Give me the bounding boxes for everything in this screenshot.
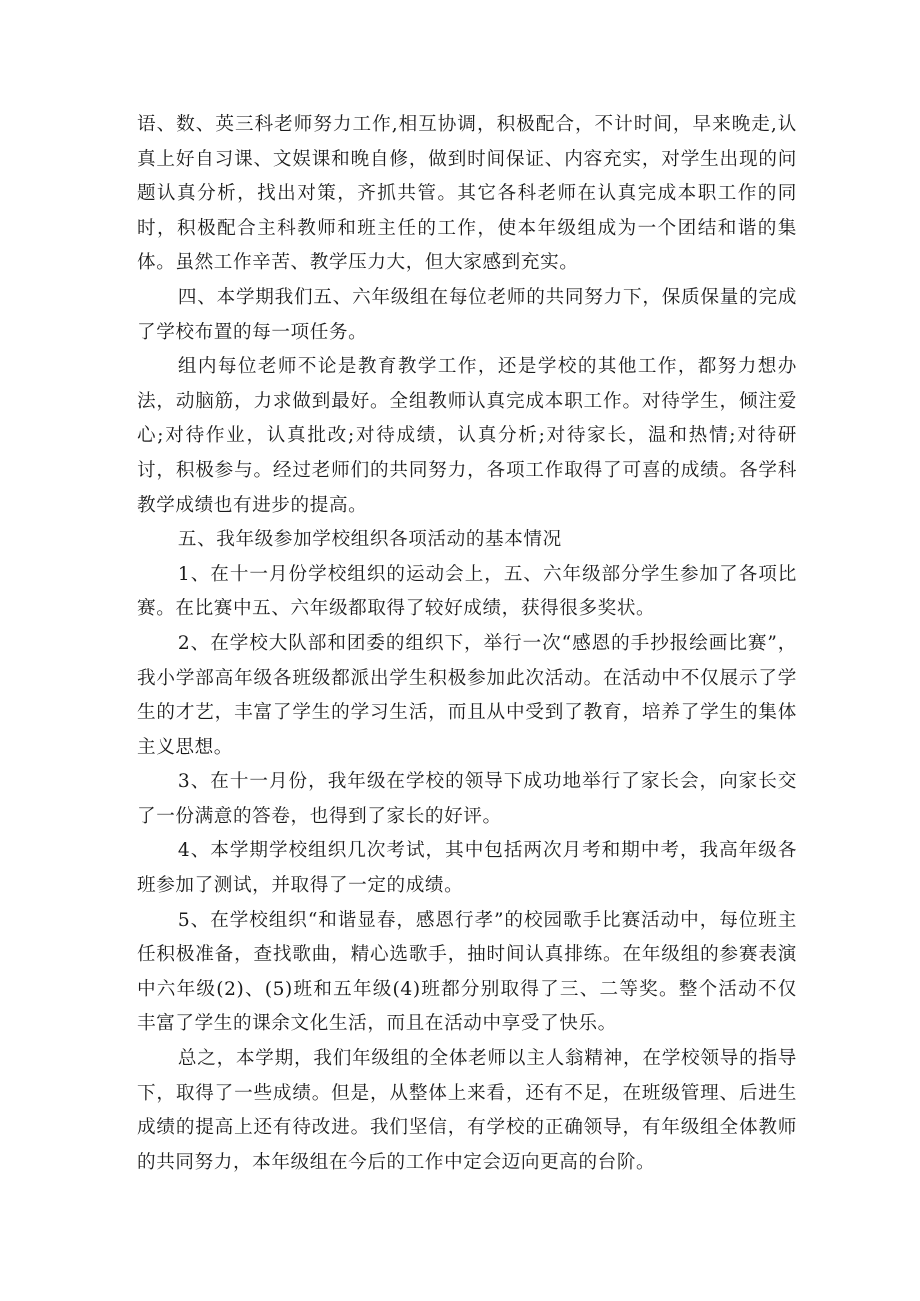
- paragraph-item-2: 2、在学校大队部和团委的组织下，举行一次“感恩的手抄报绘画比赛”，我小学部高年级各班级都派出学生积极参加此次活动。在活动中不仅展示了学生的才艺，丰富了学生的学习生活，而且从中受到了教育，培养了学生的集体主义思想。: [137, 632, 797, 758]
- paragraph-conclusion: 总之，本学期，我们年级组的全体老师以主人翁精神，在学校领导的指导下，取得了一些成绩。但是，从整体上来看，还有不足，在班级管理、后进生成绩的提高上还有待改进。我们坚信，有学校的正确领导，有年级组全体教师的共同努力，本年级组在今后的工作中定会迈向更高的台阶。: [137, 1048, 797, 1173]
- paragraph-item-3: 3、在十一月份，我年级在学校的领导下成功地举行了家长会，向家长交了一份满意的答卷，也得到了家长的好评。: [137, 771, 797, 827]
- heading-section-five: 五、我年级参加学校组织各项活动的基本情况: [177, 529, 562, 551]
- document-body: [137, 108, 797, 1180]
- paragraph-section-four: 四、本学期我们五、六年级组在每位老师的共同努力下，保质保量的完成了学校布置的每一项任务。: [137, 286, 797, 343]
- paragraph-item-1: 1、在十一月份学校组织的运动会上，五、六年级部分学生参加了各项比赛。在比赛中五、六年级都取得了较好成绩，获得很多奖状。: [137, 563, 797, 620]
- paragraph-teacher-cooperation: 语、数、英三科老师努力工作,相互协调，积极配合，不计时间，早来晚走,认真上好自习课、文娱课和晚自修，做到时间保证、内容充实，对学生出现的问题认真分析，找出对策，齐抓共管。其它各科老师在认真完成本职工作的同时，积极配合主科教师和班主任的工作，使本年级组成为一个团结和谐的集体。虽然工作辛苦、教学压力大，但大家感到充实。: [137, 114, 797, 274]
- paragraph-item-5: 5、在学校组织“和谐显春，感恩行孝”的校园歌手比赛活动中，每位班主任积极准备，查找歌曲，精心选歌手，抽时间认真排练。在年级组的参赛表演中六年级(2)、(5)班和五年级(4)班都分别取得了三、二等奖。整个活动不仅丰富了学生的课余文化生活，而且在活动中享受了快乐。: [137, 909, 797, 1035]
- paragraph-group-work: 组内每位老师不论是教育教学工作，还是学校的其他工作，都努力想办法，动脑筋，力求做到最好。全组教师认真完成本职工作。对待学生，倾注爱心;对待作业，认真批改;对待成绩，认真分析;对待家长，温和热情;对待研讨，积极参与。经过老师们的共同努力，各项工作取得了可喜的成绩。各学科教学成绩也有进步的提高。: [137, 356, 797, 516]
- paragraph-item-4: 4、本学期学校组织几次考试，其中包括两次月考和期中考，我高年级各班参加了测试，并取得了一定的成绩。: [137, 840, 797, 897]
